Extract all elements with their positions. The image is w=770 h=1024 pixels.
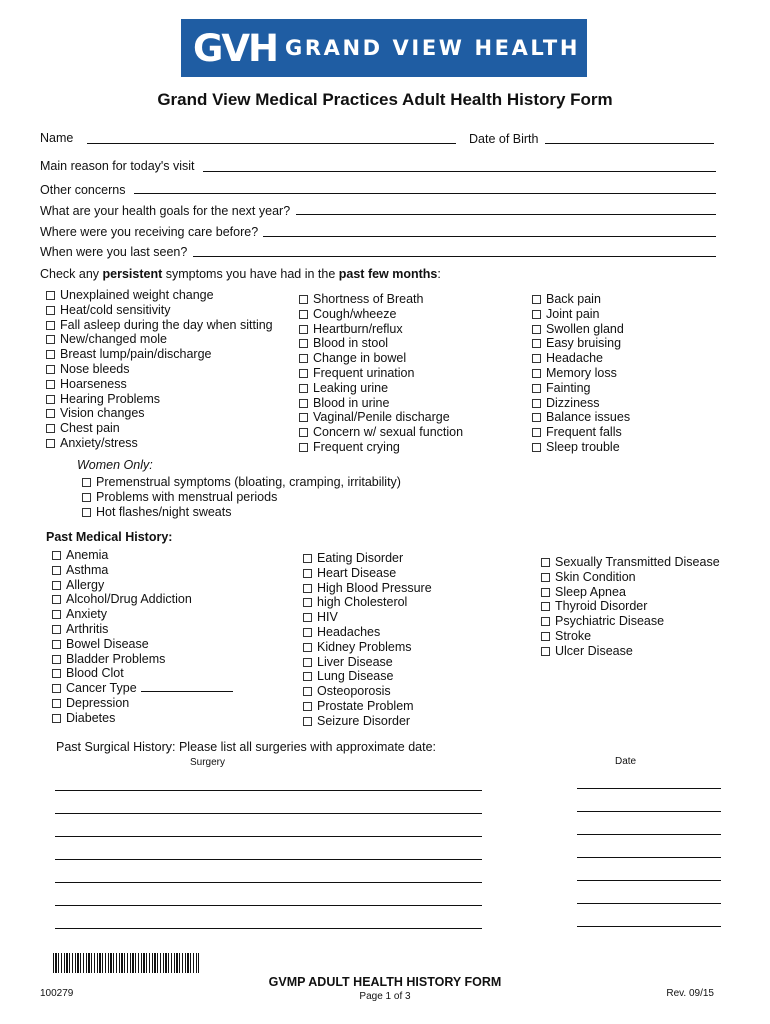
checkbox-icon[interactable] [52, 684, 61, 693]
date-line[interactable] [577, 788, 721, 789]
checkbox-item[interactable] [46, 362, 273, 377]
checkbox-item[interactable] [532, 425, 630, 440]
checkbox-icon[interactable] [532, 325, 541, 334]
checkbox-item[interactable] [303, 625, 432, 640]
checkbox-item[interactable] [52, 592, 233, 607]
checkbox-label: Memory loss [546, 365, 617, 380]
checkbox-label: Anxiety [66, 607, 107, 622]
checkbox-item[interactable] [303, 581, 432, 596]
name-field[interactable] [87, 143, 456, 144]
checkbox-icon[interactable] [303, 628, 312, 637]
checkbox-icon[interactable] [303, 584, 312, 593]
checkbox-label: HIV [317, 610, 338, 625]
checkbox-icon[interactable] [299, 384, 308, 393]
checkbox-icon[interactable] [303, 598, 312, 607]
checkbox-icon[interactable] [46, 321, 55, 330]
checkbox-item[interactable] [82, 475, 401, 490]
checkbox-item[interactable] [299, 440, 463, 455]
care-before-label: Where were you receiving care before? [40, 225, 259, 239]
checkbox-label: Joint pain [546, 306, 600, 321]
logo-mark: GVH [193, 26, 277, 70]
checkbox-item[interactable] [52, 652, 233, 667]
checkbox-item[interactable] [299, 381, 463, 396]
surgical-heading: Past Surgical History: Please list all surgeries with approximate date: [56, 740, 437, 754]
checkbox-item[interactable] [532, 396, 630, 411]
checkbox-item[interactable] [299, 425, 463, 440]
checkbox-item[interactable] [299, 292, 463, 307]
checkbox-item[interactable] [303, 595, 432, 610]
checkbox-icon[interactable] [532, 443, 541, 452]
checkbox-icon[interactable] [52, 610, 61, 619]
checkbox-label: Hoarseness [60, 376, 127, 391]
checkbox-label: Swollen gland [546, 321, 624, 336]
checkbox-icon[interactable] [303, 613, 312, 622]
footer-rev: Rev. 09/15 [666, 988, 714, 999]
checkbox-item[interactable] [46, 288, 273, 303]
checkbox-label: Vision changes [60, 406, 145, 421]
reason-field[interactable] [203, 171, 716, 172]
checkbox-item[interactable] [299, 410, 463, 425]
checkbox-label: Vaginal/Penile discharge [313, 410, 450, 425]
checkbox-label: Cancer Type [66, 681, 137, 696]
checkbox-icon[interactable] [46, 306, 55, 315]
dob-label: Date of Birth [469, 132, 539, 146]
checkbox-icon[interactable] [532, 384, 541, 393]
checkbox-item[interactable] [299, 336, 463, 351]
checkbox-label: Back pain [546, 292, 601, 306]
checkbox-label: Frequent urination [313, 365, 415, 380]
checkbox-item[interactable] [46, 436, 273, 451]
checkbox-icon[interactable] [299, 428, 308, 437]
checkbox-label: Change in bowel [313, 351, 407, 366]
checkbox-icon[interactable] [541, 632, 550, 641]
checkbox-icon[interactable] [299, 354, 308, 363]
checkbox-icon[interactable] [532, 295, 541, 304]
checkbox-item[interactable] [82, 505, 401, 520]
checkbox-item[interactable] [532, 307, 630, 322]
checkbox-item[interactable] [541, 585, 720, 600]
symptoms-intro-d: past few months [338, 267, 438, 281]
date-line[interactable] [577, 926, 721, 927]
checkbox-item[interactable] [52, 548, 233, 563]
checkbox-label: Frequent crying [313, 439, 400, 454]
form-code: 100279 [40, 988, 74, 999]
checkbox-label: Nose bleeds [60, 361, 130, 376]
checkbox-icon[interactable] [46, 395, 55, 404]
checkbox-label: Hot flashes/night sweats [96, 504, 232, 519]
checkbox-label: Bladder Problems [66, 651, 166, 666]
checkbox-item[interactable] [303, 714, 432, 729]
checkbox-label: Asthma [66, 562, 109, 577]
checkbox-icon[interactable] [541, 573, 550, 582]
checkbox-label: Frequent falls [546, 425, 622, 440]
checkbox-label: Kidney Problems [317, 639, 412, 654]
dob-field[interactable] [545, 143, 714, 144]
checkbox-label: Diabetes [66, 710, 116, 725]
checkbox-icon[interactable] [52, 699, 61, 708]
concerns-field[interactable] [134, 193, 716, 194]
checkbox-icon[interactable] [303, 717, 312, 726]
checkbox-icon[interactable] [303, 658, 312, 667]
checkbox-icon[interactable] [52, 655, 61, 664]
surgery-column-label: Surgery [190, 757, 226, 768]
women-only-list [82, 475, 401, 519]
checkbox-icon[interactable] [52, 714, 61, 723]
checkbox-item[interactable] [52, 666, 233, 681]
checkbox-item-cancer[interactable] [52, 681, 233, 696]
checkbox-icon[interactable] [299, 443, 308, 452]
checkbox-item[interactable] [541, 555, 720, 570]
checkbox-item[interactable] [532, 351, 630, 366]
checkbox-icon[interactable] [46, 424, 55, 433]
name-label: Name [40, 131, 74, 145]
checkbox-icon[interactable] [532, 369, 541, 378]
checkbox-icon[interactable] [46, 335, 55, 344]
checkbox-label: Anemia [66, 548, 109, 562]
checkbox-icon[interactable] [303, 672, 312, 681]
checkbox-icon[interactable] [303, 702, 312, 711]
checkbox-item[interactable] [46, 318, 273, 333]
checkbox-label: Leaking urine [313, 380, 389, 395]
checkbox-label: Blood in stool [313, 336, 389, 351]
checkbox-icon[interactable] [299, 399, 308, 408]
checkbox-icon[interactable] [46, 350, 55, 359]
last-seen-field[interactable] [193, 256, 716, 257]
checkbox-icon[interactable] [303, 643, 312, 652]
checkbox-item[interactable] [541, 644, 720, 659]
page-title: Grand View Medical Practices Adult Health History Form [157, 90, 613, 109]
checkbox-label: Easy bruising [546, 336, 622, 351]
checkbox-label: Anxiety/stress [60, 435, 138, 450]
pmh-heading: Past Medical History: [46, 530, 173, 544]
checkbox-icon[interactable] [46, 380, 55, 389]
checkbox-icon[interactable] [46, 291, 55, 300]
care-before-field[interactable] [263, 236, 716, 237]
concerns-label: Other concerns [40, 183, 126, 197]
checkbox-label: Sleep trouble [546, 439, 620, 454]
checkbox-label: Chest pain [60, 421, 120, 436]
checkbox-item[interactable] [299, 396, 463, 411]
checkbox-icon[interactable] [299, 295, 308, 304]
checkbox-icon[interactable] [82, 508, 91, 517]
date-line[interactable] [577, 834, 721, 835]
checkbox-item[interactable] [532, 336, 630, 351]
checkbox-icon[interactable] [541, 558, 550, 567]
checkbox-item[interactable] [303, 669, 432, 684]
date-line[interactable] [577, 903, 721, 904]
checkbox-label: Ulcer Disease [555, 643, 633, 658]
checkbox-label: Cough/wheeze [313, 306, 397, 321]
checkbox-icon[interactable] [303, 687, 312, 696]
barcode [53, 953, 199, 973]
checkbox-icon[interactable] [541, 617, 550, 626]
checkbox-item[interactable] [52, 696, 233, 711]
cancer-type-field[interactable] [141, 681, 233, 692]
checkbox-label: Stroke [555, 628, 592, 643]
checkbox-label: Sexually Transmitted Disease [555, 555, 720, 569]
checkbox-label: Hearing Problems [60, 391, 161, 406]
checkbox-icon[interactable] [299, 413, 308, 422]
checkbox-item[interactable] [52, 637, 233, 652]
date-column-label: Date [615, 756, 637, 767]
surgery-line[interactable] [55, 882, 482, 883]
checkbox-icon[interactable] [532, 310, 541, 319]
checkbox-label: Heart Disease [317, 565, 397, 580]
symptoms-intro-b: persistent [102, 267, 163, 281]
women-only-heading: Women Only: [77, 458, 153, 472]
checkbox-icon[interactable] [299, 369, 308, 378]
date-line[interactable] [577, 857, 721, 858]
checkbox-icon[interactable] [541, 588, 550, 597]
checkbox-label: Bowel Disease [66, 636, 149, 651]
checkbox-label: Fall asleep during the day when sitting [60, 317, 273, 332]
logo-banner [181, 19, 587, 77]
checkbox-icon[interactable] [52, 595, 61, 604]
checkbox-label: Osteoporosis [317, 684, 391, 699]
checkbox-label: Blood Clot [66, 666, 124, 681]
logo-text: GRAND VIEW HEALTH [284, 36, 581, 60]
checkbox-icon[interactable] [532, 413, 541, 422]
checkbox-item[interactable] [46, 347, 273, 362]
checkbox-icon[interactable] [299, 325, 308, 334]
surgery-line[interactable] [55, 928, 482, 929]
checkbox-icon[interactable] [52, 640, 61, 649]
symptoms-intro-e: : [437, 267, 441, 281]
checkbox-item[interactable] [303, 610, 432, 625]
checkbox-label: Concern w/ sexual function [313, 425, 464, 440]
checkbox-label: Allergy [66, 577, 105, 592]
checkbox-icon[interactable] [52, 551, 61, 560]
checkbox-icon[interactable] [541, 602, 550, 611]
checkbox-label: Balance issues [546, 410, 631, 425]
checkbox-label: Heartburn/reflux [313, 321, 403, 336]
checkbox-icon[interactable] [46, 439, 55, 448]
last-seen-label: When were you last seen? [40, 245, 188, 259]
checkbox-label: Thyroid Disorder [555, 599, 648, 614]
checkbox-label: Depression [66, 695, 130, 710]
checkbox-label: Headache [546, 351, 603, 366]
checkbox-label: New/changed mole [60, 332, 168, 347]
footer-page: Page 1 of 3 [359, 991, 411, 1002]
checkbox-item[interactable] [532, 381, 630, 396]
checkbox-item[interactable] [52, 563, 233, 578]
checkbox-label: Lung Disease [317, 669, 394, 684]
checkbox-item[interactable] [532, 440, 630, 455]
checkbox-item[interactable] [541, 614, 720, 629]
checkbox-icon[interactable] [303, 569, 312, 578]
footer-form-name: GVMP ADULT HEALTH HISTORY FORM [268, 975, 502, 989]
date-line[interactable] [577, 811, 721, 812]
checkbox-item[interactable] [82, 490, 401, 505]
checkbox-icon[interactable] [303, 554, 312, 563]
checkbox-icon[interactable] [532, 428, 541, 437]
checkbox-item[interactable] [303, 551, 432, 566]
checkbox-item[interactable] [532, 322, 630, 337]
checkbox-item[interactable] [541, 629, 720, 644]
checkbox-item[interactable] [541, 570, 720, 585]
checkbox-label: Blood in urine [313, 395, 390, 410]
checkbox-label: Premenstrual symptoms (bloating, cramping, irritability) [96, 475, 401, 489]
checkbox-icon[interactable] [52, 669, 61, 678]
checkbox-item[interactable] [52, 622, 233, 637]
checkbox-icon[interactable] [299, 310, 308, 319]
checkbox-label: Skin Condition [555, 569, 636, 584]
symptoms-intro-a: Check any [40, 267, 103, 281]
checkbox-icon[interactable] [532, 354, 541, 363]
checkbox-icon[interactable] [299, 339, 308, 348]
checkbox-label: Eating Disorder [317, 551, 404, 565]
checkbox-icon[interactable] [82, 493, 91, 502]
checkbox-item[interactable] [299, 366, 463, 381]
checkbox-icon[interactable] [82, 478, 91, 487]
checkbox-item[interactable] [303, 655, 432, 670]
checkbox-label: Fainting [546, 380, 591, 395]
checkbox-icon[interactable] [52, 625, 61, 634]
symptoms-col-3 [532, 292, 630, 455]
surgery-line[interactable] [55, 836, 482, 837]
checkbox-label: Sleep Apnea [555, 584, 626, 599]
checkbox-label: Unexplained weight change [60, 288, 214, 302]
symptoms-col-1 [46, 288, 273, 451]
checkbox-label: Shortness of Breath [313, 292, 424, 306]
checkbox-label: Arthritis [66, 621, 109, 636]
surgery-line[interactable] [55, 905, 482, 906]
goals-field[interactable] [296, 214, 716, 215]
checkbox-item[interactable] [299, 307, 463, 322]
checkbox-item[interactable] [52, 711, 233, 726]
checkbox-label: Dizziness [546, 395, 600, 410]
checkbox-icon[interactable] [46, 409, 55, 418]
checkbox-icon[interactable] [52, 566, 61, 575]
checkbox-item[interactable] [52, 578, 233, 593]
checkbox-label: Prostate Problem [317, 698, 414, 713]
checkbox-item[interactable] [46, 392, 273, 407]
checkbox-item[interactable] [532, 410, 630, 425]
checkbox-label: high Cholesterol [317, 595, 408, 610]
checkbox-icon[interactable] [46, 365, 55, 374]
checkbox-label: Breast lump/pain/discharge [60, 347, 212, 362]
checkbox-item[interactable] [303, 640, 432, 655]
pmh-col-2 [303, 551, 432, 729]
checkbox-item[interactable] [46, 377, 273, 392]
checkbox-icon[interactable] [52, 581, 61, 590]
checkbox-item[interactable] [46, 406, 273, 421]
surgery-line[interactable] [55, 790, 482, 791]
checkbox-item[interactable] [299, 322, 463, 337]
pmh-col-1 [52, 548, 233, 726]
checkbox-icon[interactable] [532, 399, 541, 408]
date-line[interactable] [577, 880, 721, 881]
symptoms-intro [40, 267, 441, 281]
checkbox-icon[interactable] [541, 647, 550, 656]
checkbox-label: Alcohol/Drug Addiction [66, 592, 192, 607]
checkbox-item[interactable] [46, 303, 273, 318]
goals-label: What are your health goals for the next year? [40, 204, 291, 218]
checkbox-item[interactable] [52, 607, 233, 622]
pmh-col-3 [541, 555, 720, 659]
checkbox-item[interactable] [541, 599, 720, 614]
symptoms-intro-c: symptoms you have had in the [162, 267, 339, 281]
checkbox-label: Headaches [317, 624, 381, 639]
checkbox-label: High Blood Pressure [317, 580, 432, 595]
surgery-line[interactable] [55, 859, 482, 860]
checkbox-item[interactable] [532, 366, 630, 381]
checkbox-item[interactable] [46, 421, 273, 436]
surgery-line[interactable] [55, 813, 482, 814]
checkbox-item[interactable] [532, 292, 630, 307]
checkbox-item[interactable] [46, 332, 273, 347]
reason-label: Main reason for today's visit [40, 159, 195, 173]
checkbox-item[interactable] [303, 684, 432, 699]
checkbox-label: Psychiatric Disease [555, 614, 665, 629]
checkbox-icon[interactable] [532, 339, 541, 348]
checkbox-label: Problems with menstrual periods [96, 489, 278, 504]
symptoms-col-2 [299, 292, 463, 455]
checkbox-item[interactable] [299, 351, 463, 366]
checkbox-label: Heat/cold sensitivity [60, 302, 171, 317]
checkbox-label: Liver Disease [317, 654, 393, 669]
checkbox-item[interactable] [303, 699, 432, 714]
checkbox-label: Seizure Disorder [317, 713, 411, 728]
checkbox-item[interactable] [303, 566, 432, 581]
